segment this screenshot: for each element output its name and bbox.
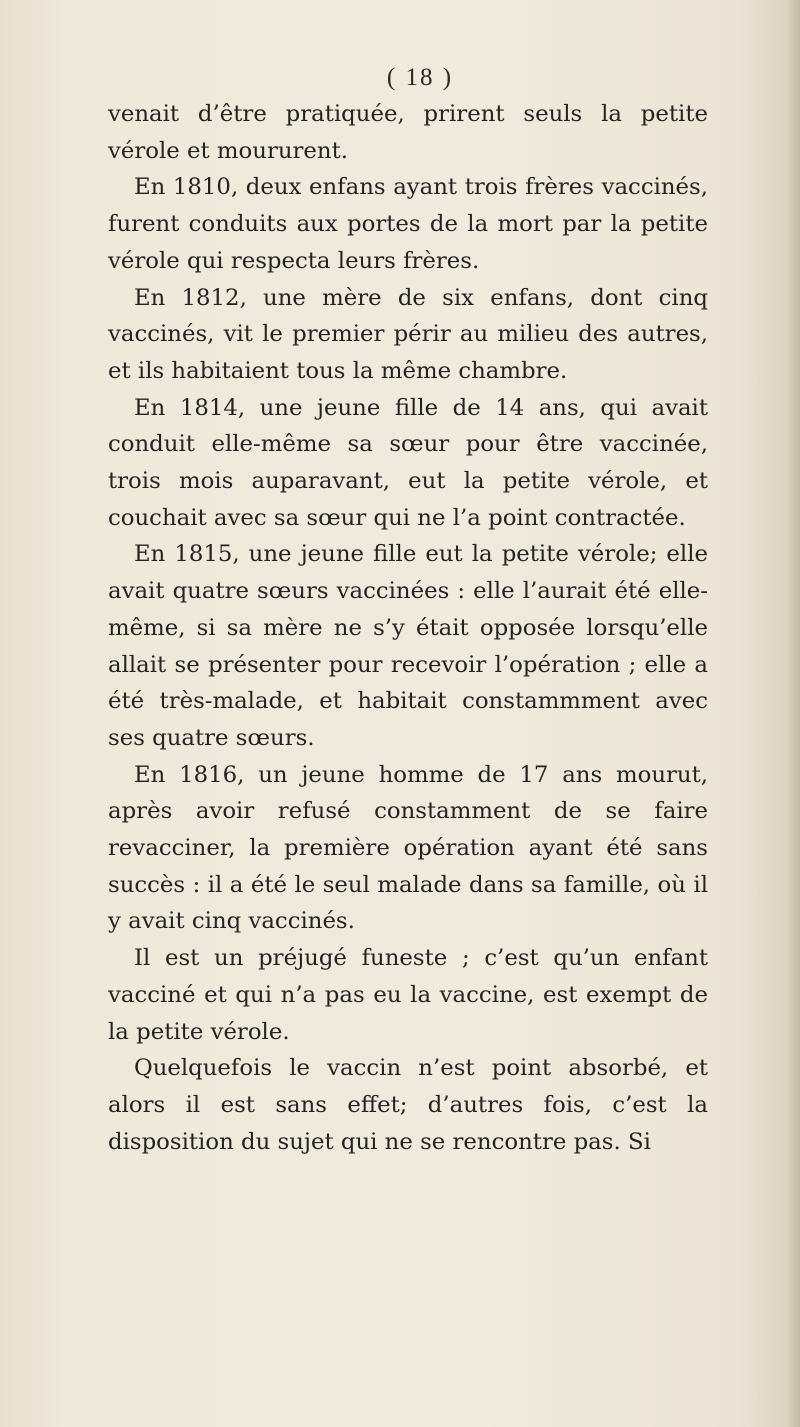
- paragraph-1810: En 1810, deux enfans ayant trois frères vaccinés, furent conduits aux portes de la mort par la petite vérole qui respecta leurs frères.: [108, 174, 708, 274]
- body-text: [108, 96, 708, 1160]
- page-number: ( 18 ): [386, 64, 454, 91]
- paragraph-1815: En 1815, une jeune fille eut la petite vérole; elle avait quatre sœurs vaccinées : elle l’aurait été elle-même, si sa mère ne s’y était opposée lorsqu’elle allait se présenter pour recevoir l’opération ; elle a été très-malade, et habitait constammment avec ses quatre sœurs.: [108, 541, 708, 751]
- paragraph-absorption: Quelquefois le vaccin n’est point absorbé, et alors il est sans effet; d’autres fois, c’est la disposition du sujet qui ne se rencontre pas. Si: [108, 1055, 708, 1155]
- paragraph-continuation: venait d’être pratiquée, prirent seuls la petite vérole et moururent.: [108, 101, 708, 164]
- paragraph-prejudice: Il est un préjugé funeste ; c’est qu’un enfant vacciné et qui n’a pas eu la vaccine, est exempt de la petite vérole.: [108, 945, 708, 1045]
- paragraph-1816: En 1816, un jeune homme de 17 ans mourut, après avoir refusé constamment de se faire revacciner, la première opération ayant été sans succès : il a été le seul malade dans sa famille, où il y avait cinq vaccinés.: [108, 761, 708, 935]
- page-edge-shadow: [786, 0, 800, 1427]
- paragraph-1814: En 1814, une jeune fille de 14 ans, qui avait conduit elle-même sa sœur pour être vaccinée, trois mois auparavant, eut la petite vérole, et couchait avec sa sœur qui ne l’a point contractée.: [108, 394, 708, 531]
- paragraph-1812: En 1812, une mère de six enfans, dont cinq vaccinés, vit le premier périr au milieu des autres, et ils habitaient tous la même chambre.: [108, 284, 708, 384]
